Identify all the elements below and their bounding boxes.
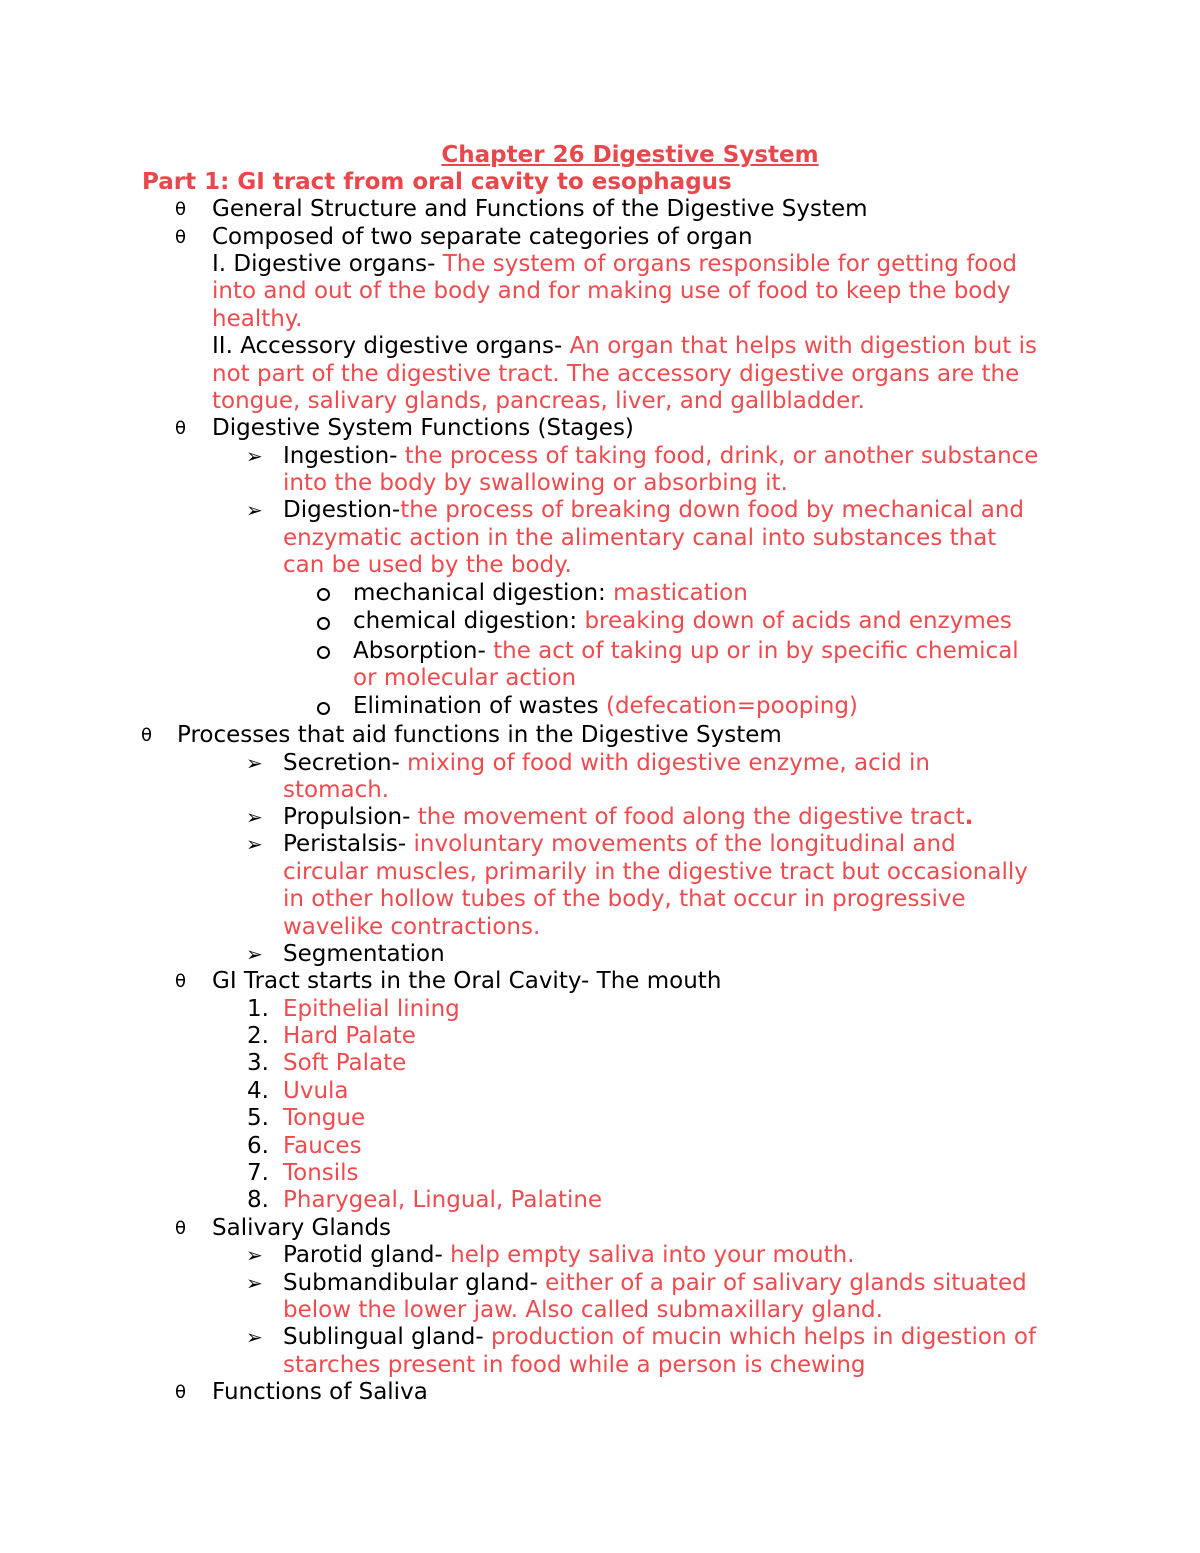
digestion-label: Digestion- (283, 497, 401, 523)
arrow-bullet-icon: ➢ (246, 444, 263, 468)
theta-bullet: θ (175, 418, 187, 439)
oral-list-item (247, 1133, 269, 1160)
digestion-definition-cont: enzymatic action in the alimentary canal into substances that (283, 525, 997, 551)
ingestion-label: Ingestion- (283, 443, 405, 469)
list-number: 8. (247, 1187, 269, 1213)
oral-list-item (247, 1160, 269, 1187)
secretion-definition: mixing of food with digestive enzyme, acid in (407, 750, 930, 776)
part-heading: Part 1: GI tract from oral cavity to esophagus (142, 169, 732, 195)
list-number: 1. (247, 996, 269, 1022)
digestive-organs-definition-cont: into and out of the body and for making use of food to keep the body (212, 278, 1011, 304)
item-salivary-glands: Salivary Glands (212, 1215, 392, 1241)
list-number: 2. (247, 1023, 269, 1049)
accessory-organs-label: II. Accessory digestive organs- (212, 333, 570, 359)
oral-list-text: Uvula (283, 1078, 349, 1104)
digestive-organs-definition: The system of organs responsible for getting food (442, 251, 1018, 277)
digestive-organs-line (212, 251, 1017, 278)
theta-bullet: θ (141, 725, 153, 746)
theta-bullet: θ (175, 199, 187, 220)
digestion-definition: the process of breaking down food by mechanical and (400, 497, 1025, 523)
parotid-definition: help empty saliva into your mouth. (450, 1242, 855, 1268)
digestion-definition-cont: can be used by the body. (283, 552, 572, 578)
theta-bullet: θ (175, 1218, 187, 1239)
item-functions-of-saliva: Functions of Saliva (212, 1379, 428, 1405)
item-functions: Digestive System Functions (Stages) (212, 415, 634, 441)
accessory-organs-definition: An organ that helps with digestion but is (569, 333, 1038, 359)
submandibular-label: Submandibular gland- (283, 1270, 546, 1296)
circle-bullet-icon (317, 646, 330, 659)
accessory-organs-line (212, 333, 1037, 360)
secretion-label: Secretion- (283, 750, 408, 776)
digestive-organs-label: I. Digestive organs- (212, 251, 443, 277)
oral-list-text: Tonsils (283, 1160, 359, 1186)
oral-list-text: Epithelial lining (283, 996, 460, 1022)
absorption-label: Absorption- (353, 638, 494, 664)
arrow-bullet-icon: ➢ (246, 805, 263, 829)
submandibular-definition: either of a pair of salivary glands situated (545, 1270, 1027, 1296)
list-number: 5. (247, 1105, 269, 1131)
absorption-definition-cont: or molecular action (353, 665, 577, 691)
mechanical-label: mechanical digestion: (353, 580, 614, 606)
oral-list-text: Soft Palate (283, 1050, 407, 1076)
absorption-line (353, 638, 1019, 665)
oral-list-text: Fauces (283, 1133, 362, 1159)
list-number: 4. (247, 1078, 269, 1104)
elimination-label: Elimination of wastes (353, 693, 606, 719)
sublingual-line (283, 1324, 1036, 1351)
arrow-bullet-icon: ➢ (246, 1271, 263, 1295)
peristalsis-definition-cont: wavelike contractions. (283, 914, 541, 940)
circle-bullet-icon (317, 617, 330, 630)
oral-list-item (247, 1187, 269, 1214)
sublingual-definition-cont: starches present in food while a person is chewing (283, 1352, 866, 1378)
peristalsis-line (283, 831, 956, 858)
secretion-line (283, 750, 930, 777)
ingestion-definition-cont: into the body by swallowing or absorbing it. (283, 470, 788, 496)
arrow-bullet-icon: ➢ (246, 942, 263, 966)
list-number: 7. (247, 1160, 269, 1186)
peristalsis-label: Peristalsis- (283, 831, 414, 857)
mechanical-definition: mastication (613, 580, 748, 606)
oral-list-item (247, 1078, 269, 1105)
oral-list-item (247, 1105, 269, 1132)
peristalsis-definition: involuntary movements of the longitudinal and (413, 831, 956, 857)
digestion-line (283, 497, 1024, 524)
oral-list-text: Hard Palate (283, 1023, 416, 1049)
submandibular-line (283, 1270, 1027, 1297)
page-title: Chapter 26 Digestive System (441, 142, 819, 168)
submandibular-definition-cont: below the lower jaw. Also called submaxillary gland. (283, 1297, 883, 1323)
chemical-digestion-line (353, 608, 1012, 635)
accessory-organs-definition-cont: not part of the digestive tract. The accessory digestive organs are the (212, 361, 1020, 387)
secretion-definition-cont: stomach. (283, 777, 390, 803)
absorption-definition: the act of taking up or in by specific chemical (493, 638, 1019, 664)
propulsion-label: Propulsion- (283, 804, 418, 830)
parotid-label: Parotid gland- (283, 1242, 451, 1268)
arrow-bullet-icon: ➢ (246, 1325, 263, 1349)
propulsion-period: . (964, 804, 974, 830)
mechanical-digestion-line (353, 580, 748, 607)
item-processes: Processes that aid functions in the Digestive System (177, 722, 782, 748)
propulsion-definition: the movement of food along the digestive tract (417, 804, 965, 830)
elimination-definition: (defecation=pooping) (605, 693, 858, 719)
item-general-structure: General Structure and Functions of the Digestive System (212, 196, 868, 222)
item-gi-tract: GI Tract starts in the Oral Cavity- The mouth (212, 968, 722, 994)
peristalsis-definition-cont: in other hollow tubes of the body, that occur in progressive (283, 886, 966, 912)
arrow-bullet-icon: ➢ (246, 498, 263, 522)
arrow-bullet-icon: ➢ (246, 751, 263, 775)
chemical-definition: breaking down of acids and enzymes (584, 608, 1012, 634)
segmentation-line: Segmentation (283, 941, 445, 967)
list-number: 3. (247, 1050, 269, 1076)
oral-list-item (247, 1050, 269, 1077)
oral-list-text: Pharygeal, Lingual, Palatine (283, 1187, 603, 1213)
chemical-label: chemical digestion: (353, 608, 585, 634)
digestive-organs-definition-cont: healthy. (212, 306, 303, 332)
elimination-line (353, 693, 858, 720)
ingestion-definition: the process of taking food, drink, or another substance (404, 443, 1039, 469)
arrow-bullet-icon: ➢ (246, 1243, 263, 1267)
oral-list-item (247, 1023, 269, 1050)
oral-list-item (247, 996, 269, 1023)
accessory-organs-definition-cont: tongue, salivary glands, pancreas, liver, and gallbladder. (212, 388, 865, 414)
circle-bullet-icon (317, 702, 330, 715)
ingestion-line (283, 443, 1038, 470)
theta-bullet: θ (175, 1382, 187, 1403)
propulsion-line (283, 804, 973, 831)
oral-list-text: Tongue (283, 1105, 366, 1131)
theta-bullet: θ (175, 227, 187, 248)
parotid-line (283, 1242, 855, 1269)
peristalsis-definition-cont: circular muscles, primarily in the digestive tract but occasionally (283, 859, 1028, 885)
list-number: 6. (247, 1133, 269, 1159)
theta-bullet: θ (175, 971, 187, 992)
arrow-bullet-icon: ➢ (246, 832, 263, 856)
sublingual-definition: production of mucin which helps in digestion of (490, 1324, 1037, 1350)
sublingual-label: Sublingual gland- (283, 1324, 491, 1350)
circle-bullet-icon (317, 588, 330, 601)
item-composed: Composed of two separate categories of organ (212, 224, 753, 250)
